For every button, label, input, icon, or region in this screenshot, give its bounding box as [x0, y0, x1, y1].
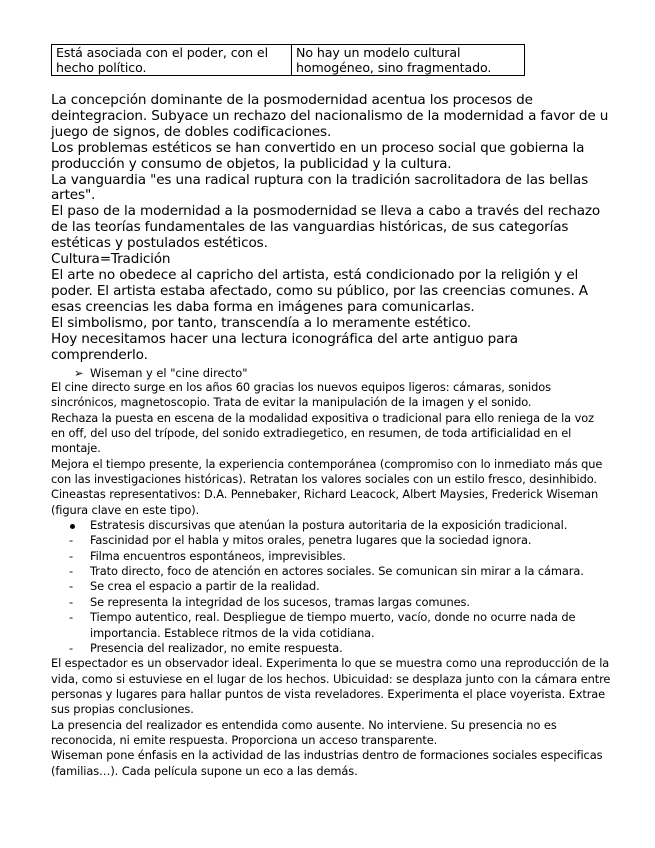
list-item: - Se crea el espacio a partir de la realidad. — [69, 579, 320, 594]
list-item: - Trato directo, foco de atención en actores sociales. Se comunican sin mirar a la cámara. — [69, 564, 584, 579]
list-item: - Filma encuentros espontáneos, imprevisibles. — [69, 548, 346, 563]
paragraph: La presencia del realizador es entendida como ausente. No interviene. Su presencia no es reconocida, ni emite respuesta. Proporciona un acceso transparente. — [51, 717, 557, 747]
paragraph: El simbolismo, por tanto, transcendía a lo meramente estético. — [51, 314, 472, 331]
section-heading — [74, 366, 247, 380]
paragraph: Hoy necesitamos hacer una lectura iconográfica del arte antiguo para comprenderlo. — [51, 330, 518, 363]
paragraph: Rechaza la puesta en escena de la modalidad expositiva o tradicional para ello reniega de la voz en off, del uso del trípode, del sonido extradiegetico, en resumen, de toda artificialidad en el montaje. — [51, 410, 594, 456]
table-cell: Está asociada con el poder, con el hecho político. — [52, 45, 292, 76]
dash-bullet-icon: - — [69, 564, 74, 579]
paragraph: Los problemas estéticos se han convertido en un proceso social que gobierna la producción y consumo de objetos, la publicidad y la cultura. — [51, 139, 585, 172]
dash-bullet-icon: - — [69, 594, 74, 609]
posmodernidad-section — [51, 93, 611, 363]
paragraph: Cineastas representativos: D.A. Pennebaker, Richard Leacock, Albert Maysies, Frederick Wiseman (figura clave en este tipo). — [51, 487, 599, 517]
list-item: - Tiempo autentico, real. Despliegue de tiempo muerto, vacío, donde no ocurre nada de importancia. Establece ritmos de la vida cotidiana. — [69, 610, 576, 640]
characteristics-list — [51, 518, 611, 656]
paragraph: Mejora el tiempo presente, la experiencia contemporánea (compromiso con lo inmediato más que con las investigaciones históricas). Retratan los valores sociales con un estilo fresco, desinhibido. — [51, 456, 603, 487]
cine-directo-section — [51, 380, 611, 779]
paragraph: El arte no obedece al capricho del artista, está condicionado por la religión y el poder. El artista estaba afectado, como su público, por las creencias comunes. A esas creencias les daba forma en imágenes para comunicarlas. — [51, 266, 588, 315]
dash-bullet-icon: - — [69, 548, 74, 563]
list-item: - Se representa la integridad de los sucesos, tramas largas comunes. — [69, 594, 470, 609]
paragraph: Wiseman pone énfasis en la actividad de las industrias dentro de formaciones sociales especificas (familias…). Cada película supone un eco a las demás. — [51, 748, 603, 778]
comparison-table — [51, 44, 525, 76]
table-row — [52, 45, 525, 76]
dash-bullet-icon: - — [69, 640, 74, 655]
table-cell: No hay un modelo cultural homogéneo, sino fragmentado. — [292, 45, 525, 76]
section-heading-text: Wiseman y el "cine directo" — [90, 366, 248, 380]
paragraph: El cine directo surge en los años 60 gracias los nuevos equipos ligeros: cámaras, sonidos sincrónicos, magnetoscopio. Trata de evitar la manipulación de la imagen y el sonido. — [51, 380, 551, 410]
list-item: Estratesis discursivas que atenúan la postura autoritaria de la exposición tradicional. — [51, 518, 611, 533]
paragraph: El paso de la modernidad a la posmodernidad se lleva a cabo a través del rechazo de las teorías fundamentales de las vanguardias históricas, de sus categorías estéticas y postulados estéticos. — [51, 203, 601, 252]
paragraph: Cultura=Tradición — [51, 251, 171, 268]
bullet-dot-icon — [70, 524, 75, 529]
dash-bullet-icon: - — [69, 533, 74, 548]
paragraph: La vanguardia "es una radical ruptura con la tradición sacrolitadora de las bellas artes". — [51, 171, 589, 204]
paragraph: La concepción dominante de la posmodernidad acentua los procesos de deintegracion. Subyace un rechazo del nacionalismo de la modernidad a favor de u juego de signos, de dobles codificaciones. — [51, 92, 609, 140]
arrow-bullet-icon: ➢ — [74, 366, 84, 380]
list-item: - Presencia del realizador, no emite respuesta. — [69, 640, 343, 655]
dash-bullet-icon: - — [69, 579, 74, 594]
paragraph: El espectador es un observador ideal. Experimenta lo que se muestra como una reproducción de la vida, como si estuviese en el lugar de los hechos. Ubicuidad: se desplaza junto con la cámara entre personas y lugares para hallar puntos de vista reveladores. Experimenta el place voyerista. Extrae sus propias conclusiones. — [51, 656, 611, 717]
list-item: - Fascinidad por el habla y mitos orales, penetra lugares que la sociedad ignora. — [69, 533, 532, 548]
dash-bullet-icon: - — [69, 610, 74, 625]
